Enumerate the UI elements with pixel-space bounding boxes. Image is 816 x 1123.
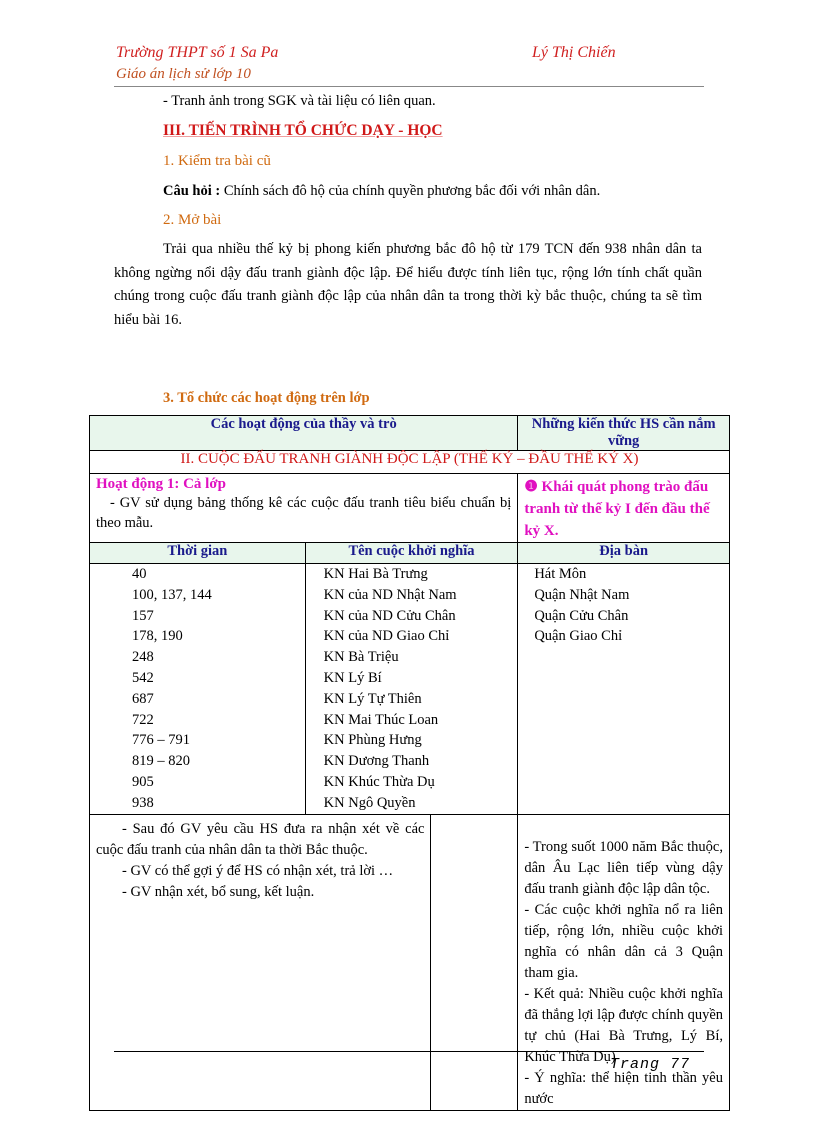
- uprising-name: KN Lý Tự Thiên: [323, 690, 422, 707]
- uprising-name: KN Phùng Hưng: [323, 732, 422, 749]
- knowledge-note: - Kết quả: Nhiều cuộc khởi nghĩa đã thắng lợi lập được chính quyền tự chủ (Hai Bà Trưng, Lý Bí, Khúc Thừa Dụ): [524, 985, 723, 1065]
- question-line: [163, 180, 600, 202]
- places-list: [518, 564, 729, 647]
- teacher-note: - Sau đó GV yêu cầu HS đưa ra nhận xét về các cuộc đấu tranh của nhân dân ta thời Bắc thuộc.: [96, 820, 425, 858]
- subheader-place: Địa bàn: [518, 543, 730, 564]
- uprising-time: 722: [132, 711, 154, 728]
- part1-heading: 1. Kiểm tra bài cũ: [163, 153, 271, 169]
- part3-heading: 3. Tổ chức các hoạt động trên lớp: [163, 390, 370, 406]
- uprising-name: KN Khúc Thừa Dụ: [323, 773, 435, 790]
- teacher-note: - GV nhận xét, bổ sung, kết luận.: [122, 883, 315, 900]
- uprising-time: 905: [132, 773, 154, 790]
- section-title: III. TIẾN TRÌNH TỔ CHỨC DẠY - HỌC: [163, 122, 443, 139]
- knowledge-title: ❶ Khái quát phong trào đấu tranh từ thế kỷ I đến đầu thế kỷ X.: [524, 479, 710, 539]
- header-author: Lý Thị Chiến: [532, 44, 616, 61]
- uprising-name: KN Lý Bí: [323, 669, 382, 686]
- uprising-name: KN Hai Bà Trưng: [323, 566, 428, 582]
- uprising-place: Hát Môn: [534, 566, 587, 582]
- header-subject: Giáo án lịch sử lớp 10: [116, 66, 251, 82]
- uprising-time: 687: [132, 690, 154, 707]
- col-header-knowledge: Những kiến thức HS cần nắm vững: [518, 416, 730, 451]
- question-label: Câu hỏi :: [163, 183, 221, 199]
- places-cell: [518, 564, 730, 815]
- names-cell: [305, 564, 518, 815]
- subheader-time: Thời gian: [90, 543, 306, 564]
- question-text: Chính sách đô hộ của chính quyền phương bắc đối với nhân dân.: [220, 183, 601, 199]
- page-number: Trang 77: [610, 1056, 691, 1073]
- activity-text: - GV sử dụng bảng thống kê các cuộc đấu tranh tiêu biểu chuẩn bị theo mẫu.: [96, 495, 512, 531]
- header-school: Trường THPT số 1 Sa Pa: [116, 44, 279, 61]
- teacher-note: - GV có thể gợi ý để HS có nhận xét, trả lời …: [122, 862, 394, 879]
- header-divider: [114, 86, 704, 87]
- uprising-time: 40: [132, 566, 147, 582]
- col-header-activities: Các hoạt động của thầy và trò: [90, 416, 518, 451]
- footer-divider: [114, 1051, 704, 1052]
- knowledge-note: - Ý nghĩa: thể hiện tinh thần yêu nước: [524, 1069, 723, 1107]
- uprising-place: Quận Nhật Nam: [534, 586, 630, 603]
- knowledge-cell: [518, 474, 730, 543]
- uprising-time: 819 – 820: [132, 753, 190, 770]
- knowledge-note: - Các cuộc khởi nghĩa nổ ra liên tiếp, rộng lớn, nhiều cuộc khởi nghĩa có nhân dân cả 3 Quận tham gia.: [524, 901, 723, 981]
- lesson-table: [89, 415, 730, 1111]
- uprising-time: 157: [132, 607, 154, 624]
- activity-cell: [90, 474, 518, 543]
- uprising-place: Quận Giao Chỉ: [534, 628, 623, 645]
- uprising-time: 248: [132, 649, 154, 666]
- teacher-notes: [96, 819, 424, 903]
- subheader-uprising: Tên cuộc khởi nghĩa: [305, 543, 518, 564]
- activity-title: Hoạt động 1: Cả lớp: [96, 476, 226, 492]
- names-list: [306, 564, 518, 814]
- times-cell: [90, 564, 306, 815]
- times-list: [90, 564, 305, 814]
- uprising-time: 938: [132, 794, 154, 811]
- uprising-name: KN Dương Thanh: [323, 753, 430, 770]
- knowledge-note: - Trong suốt 1000 năm Bắc thuộc, dân Âu Lạc liên tiếp vùng dậy đấu tranh giành độc lập dân tộc.: [524, 838, 723, 897]
- uprising-place: Quận Cửu Chân: [534, 607, 629, 624]
- uprising-time: 542: [132, 669, 154, 686]
- uprising-time: 776 – 791: [132, 732, 190, 749]
- uprising-name: KN của ND Cửu Chân: [323, 607, 456, 624]
- teacher-notes-cell: [90, 814, 431, 1110]
- section-row: II. CUỘC ĐẤU TRANH GIÀNH ĐỘC LẬP (THẾ KỶ – ĐẦU THẾ KỶ X): [90, 451, 730, 474]
- part2-heading: 2. Mở bài: [163, 212, 222, 228]
- intro-paragraph: Trải qua nhiều thế kỷ bị phong kiến phương bắc đô hộ từ 179 TCN đến 938 nhân dân ta không ngừng nổi dậy đấu tranh giành độc lập. Để hiểu được tính liên tục, rộng lớn tính chất quần chúng trong cuộc đấu tranh giành độc lập của nhân dân ta trong thời kỳ bắc thuộc, chúng ta sẽ tìm hiểu bài 16.: [114, 241, 702, 328]
- uprising-time: 178, 190: [132, 628, 183, 645]
- spacer-cell: [431, 814, 518, 1110]
- uprising-name: KN của ND Giao Chỉ: [323, 628, 450, 645]
- uprising-name: KN Ngô Quyền: [323, 794, 416, 811]
- uprising-name: KN Mai Thúc Loan: [323, 711, 439, 728]
- intro-line: - Tranh ảnh trong SGK và tài liệu có liên quan.: [163, 93, 436, 109]
- uprising-name: KN của ND Nhật Nam: [323, 586, 457, 603]
- uprising-time: 100, 137, 144: [132, 586, 212, 603]
- uprising-name: KN Bà Triệu: [323, 649, 399, 666]
